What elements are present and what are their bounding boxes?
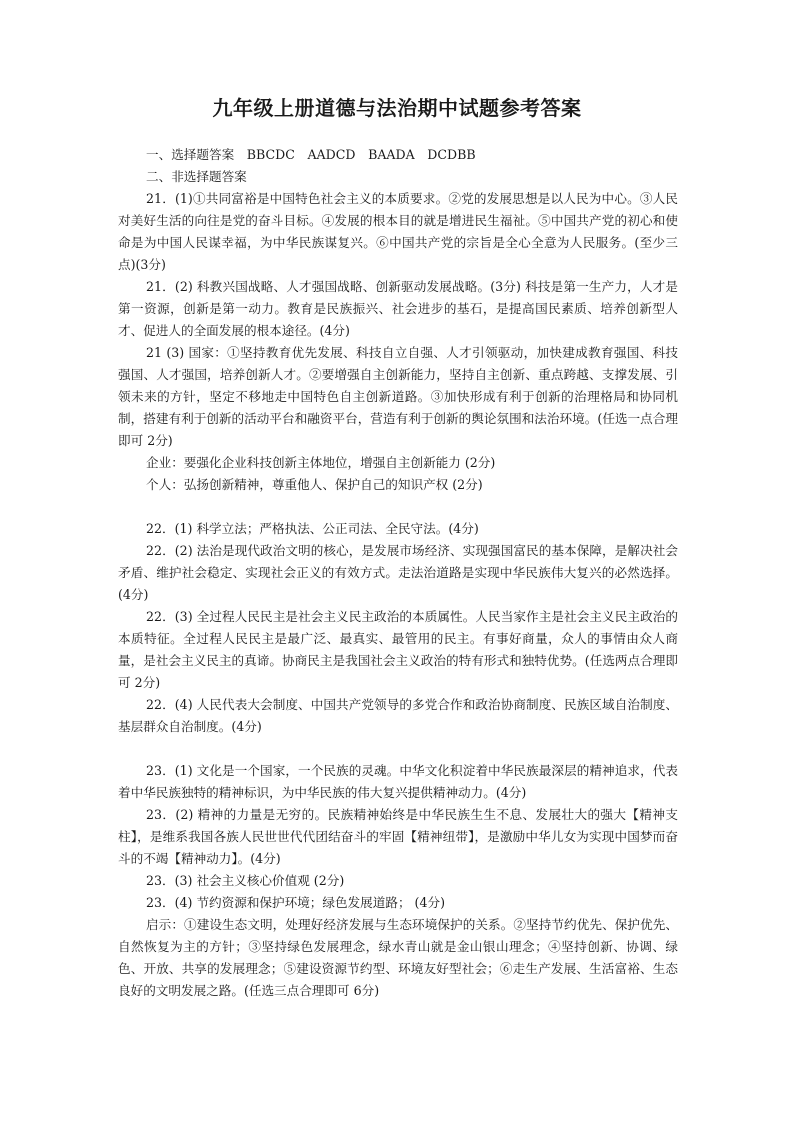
spacer — [118, 738, 678, 760]
spacer — [118, 496, 678, 518]
section-multiple-choice-answers: 一、选择题答案 BBCDC AADCD BAADA DCDBB — [146, 147, 476, 162]
page-title: 九年级上册道德与法治期中试题参考答案 — [212, 96, 582, 120]
answer-21-1: 21．(1)①共同富裕是中国特色社会主义的本质要求。②党的发展思想是以人民为中心。③人民对美好生活的向往是党的奋斗目标。④发展的根本目的就是增进民生福祉。⑤中国共产党的初心和使命是为中国人民谋幸福，为中华民族谋复兴。⑥中国共产党的宗旨是全心全意为人民服务。(至少三点)(3分) — [118, 191, 678, 272]
answer-23-1: 23．(1) 文化是一个国家，一个民族的灵魂。中华文化积淀着中华民族最深层的精神追求，代表着中华民族独特的精神标识，为中华民族的伟大复兴提供精神动力。(4分) — [118, 763, 678, 800]
answer-21-3-enterprise: 企业：要强化企业科技创新主体地位，增强自主创新能力 (2分) — [146, 455, 496, 470]
answer-21-3-personal: 个人：弘扬创新精神，尊重他人、保护自己的知识产权 (2分) — [146, 477, 483, 492]
answer-21-3: 21 (3) 国家：①坚持教育优先发展、科技自立自强、人才引领驱动，加快建成教育强国、科技强国、人才强国，培养创新人才。②要增强自主创新能力，坚持自主创新、重点跨越、支撑发展、引领未来的方针，坚定不移地走中国特色自主创新道路。③加快形成有利于创新的治理格局和协同机制，搭建有利于创新的活动平台和融资平台，营造有利于创新的舆论氛围和法治环境。(任选一点合理即可 2分) — [118, 345, 678, 448]
answer-22-3: 22．(3) 全过程人民民主是社会主义民主政治的本质属性。人民当家作主是社会主义民主政治的本质特征。全过程人民民主是最广泛、最真实、最管用的民主。有事好商量，众人的事情由众人商量，是社会主义民主的真谛。协商民主是我国社会主义政治的特有形式和独特优势。(任选两点合理即可 2分) — [118, 609, 678, 690]
answer-23-inspiration: 启示：①建设生态文明，处理好经济发展与生态环境保护的关系。②坚持节约优先、保护优先、自然恢复为主的方针；③坚持绿色发展理念，绿水青山就是金山银山理念；④坚持创新、协调、绿色、开放、共享的发展理念；⑤建设资源节约型、环境友好型社会；⑥走生产发展、生活富裕、生态良好的文明发展之路。(任选三点合理即可 6分) — [118, 917, 678, 998]
answer-22-1: 22．(1) 科学立法；严格执法、公正司法、全民守法。(4分) — [146, 521, 479, 536]
answer-23-2: 23．(2) 精神的力量是无穷的。民族精神始终是中华民族生生不息、发展壮大的强大【精神支柱】，是维系我国各族人民世世代代团结奋斗的牢固【精神纽带】，是激励中华儿女为实现中国梦而奋斗的不竭【精神动力】。(4分) — [118, 807, 678, 866]
answer-23-4: 23．(4) 节约资源和保护环境；绿色发展道路； (4分) — [146, 895, 445, 910]
answer-22-4: 22．(4) 人民代表大会制度、中国共产党领导的多党合作和政治协商制度、民族区域自治制度、基层群众自治制度。(4分) — [118, 697, 678, 734]
answer-21-2: 21．(2) 科教兴国战略、人才强国战略、创新驱动发展战略。(3分) 科技是第一生产力，人才是第一资源，创新是第一动力。教育是民族振兴、社会进步的基石，是提高国民素质、培养创新型人才、促进人的全面发展的根本途径。(4分) — [118, 279, 678, 338]
answer-23-3: 23．(3) 社会主义核心价值观 (2分) — [146, 873, 345, 888]
section-non-choice-heading: 二、非选择题答案 — [146, 169, 247, 184]
answer-content — [118, 144, 678, 1002]
answer-22-2: 22．(2) 法治是现代政治文明的核心，是发展市场经济、实现强国富民的基本保障，是解决社会矛盾、维护社会稳定、实现社会正义的有效方式。走法治道路是实现中华民族伟大复兴的必然选择。(4分) — [118, 543, 678, 602]
